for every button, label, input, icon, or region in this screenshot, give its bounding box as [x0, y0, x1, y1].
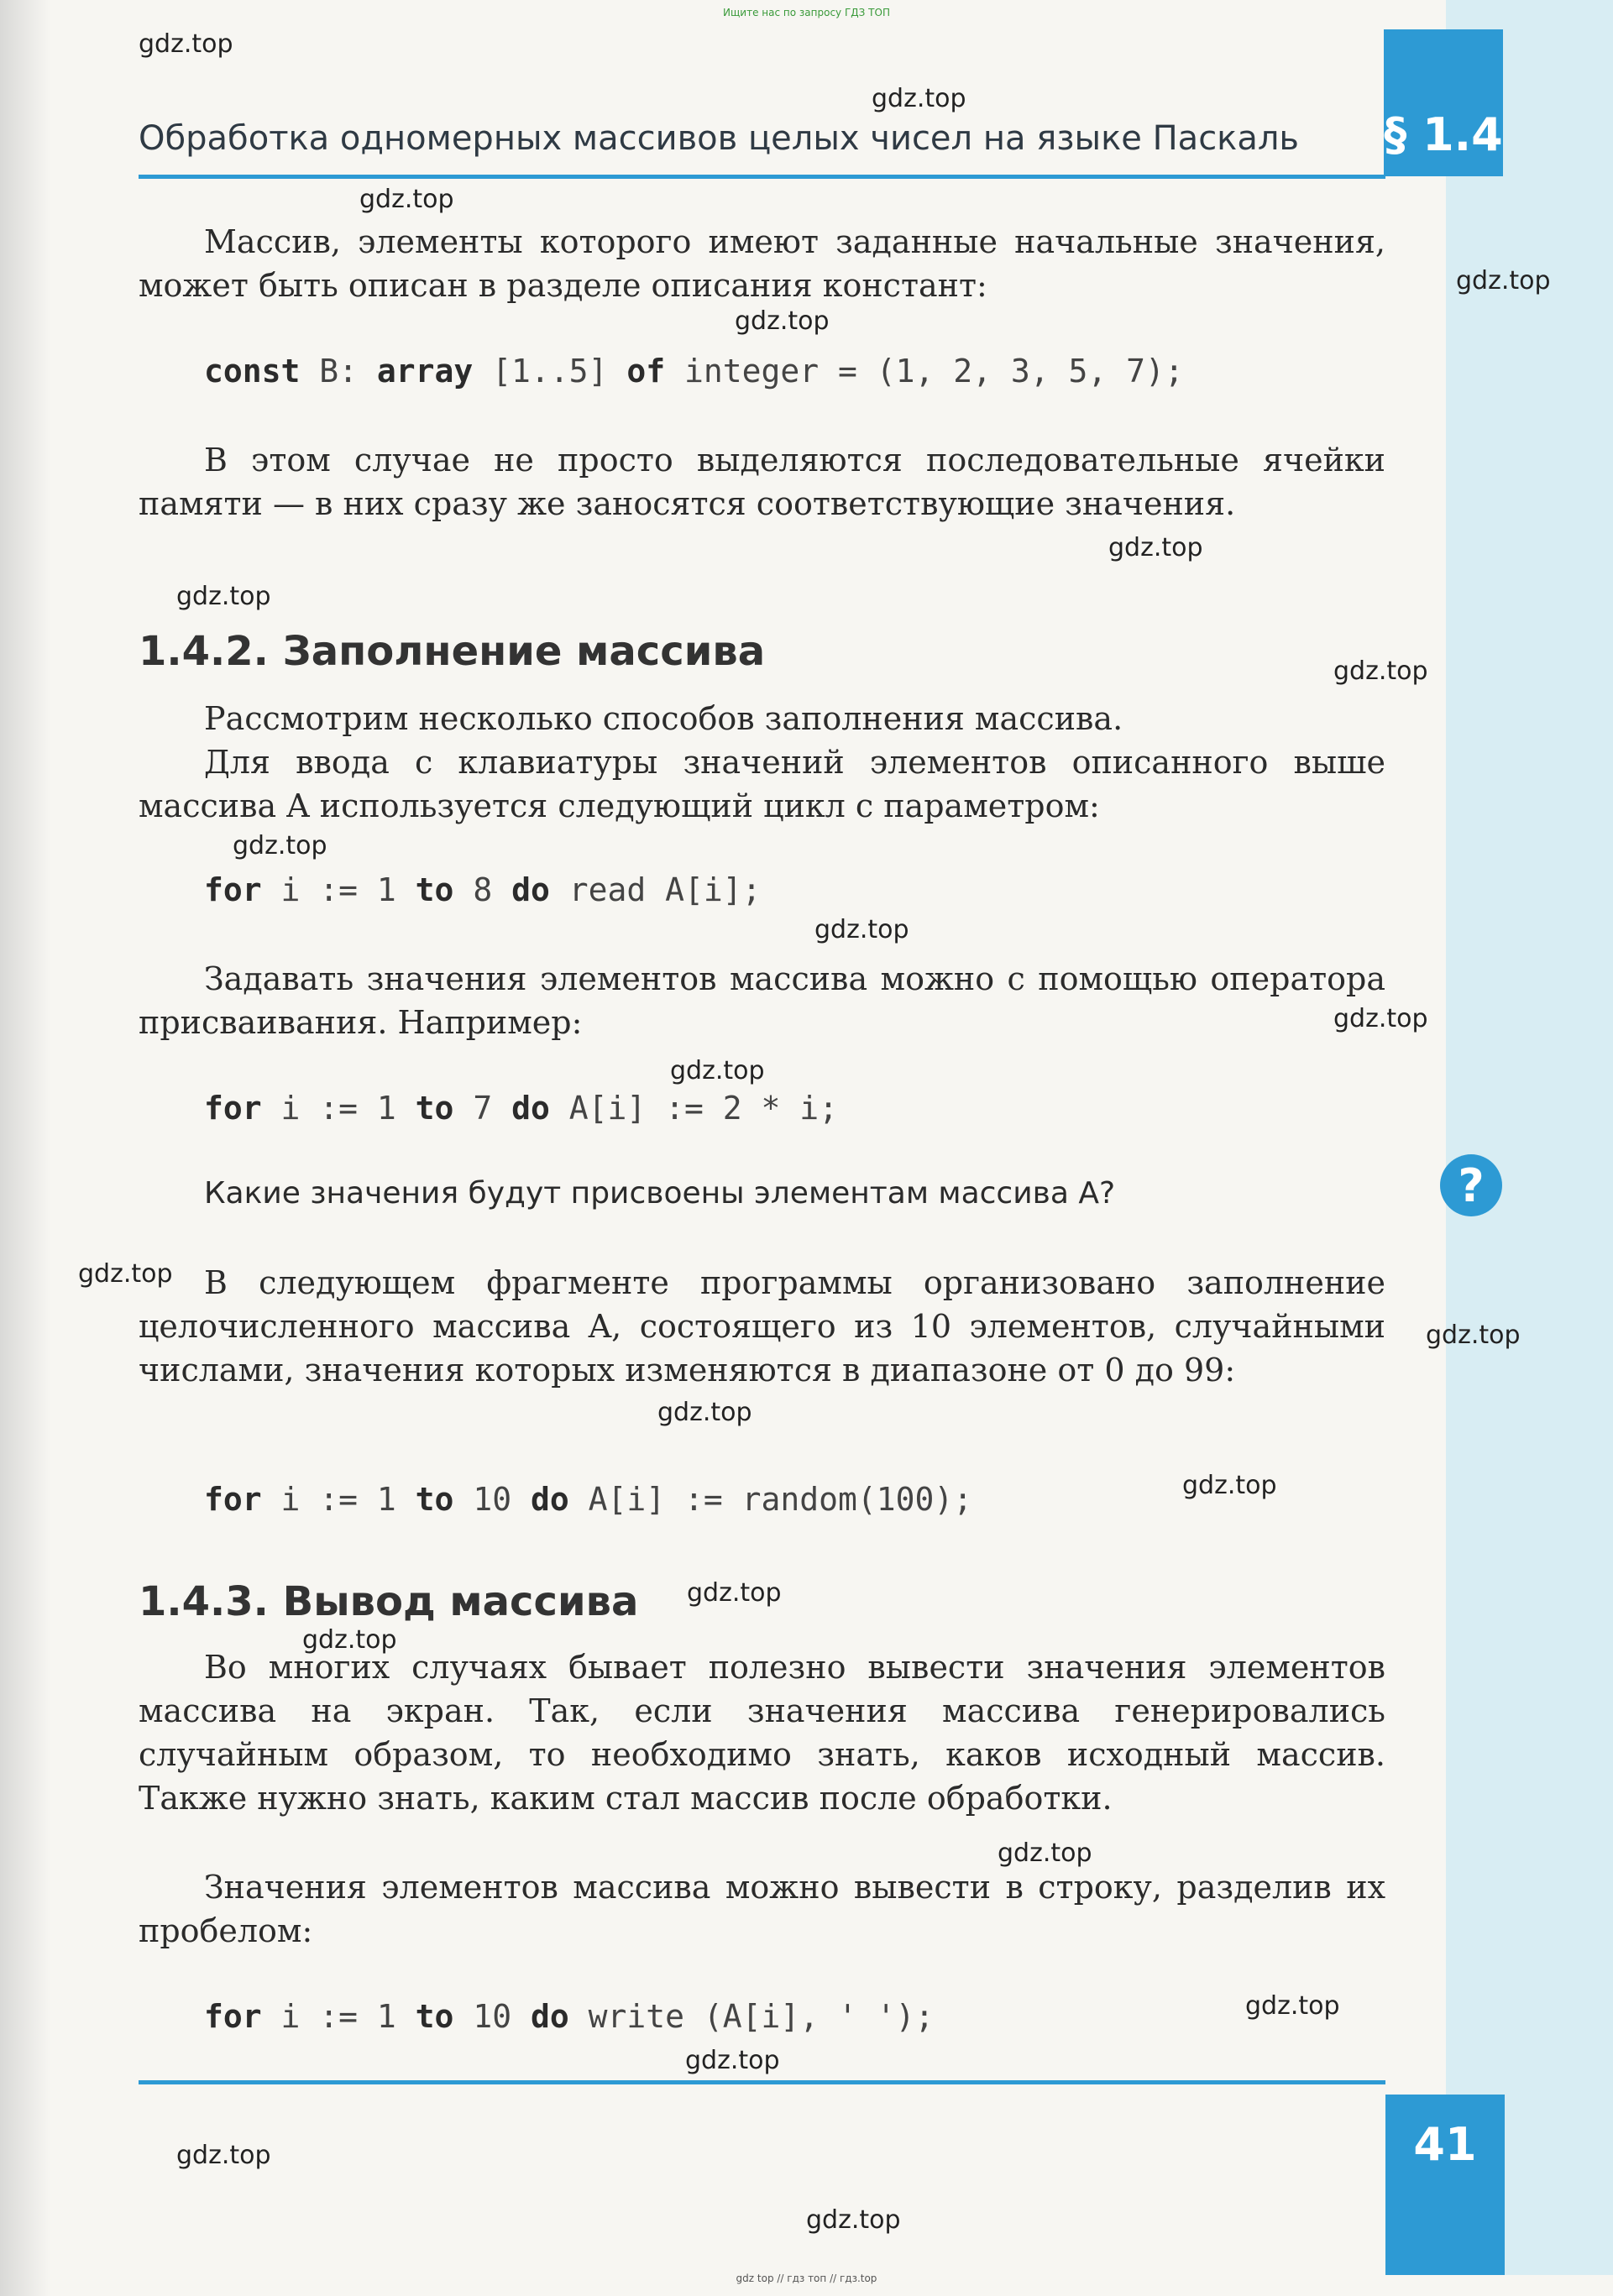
watermark: gdz.top	[1333, 656, 1428, 686]
code-keyword: to	[415, 1090, 454, 1127]
footer-rule	[139, 2080, 1385, 2084]
watermark: gdz.top	[233, 831, 327, 860]
code-text: i := 1	[261, 1998, 416, 2035]
section-heading: 1.4.2. Заполнение массива	[139, 628, 766, 675]
watermark: gdz.top	[998, 1838, 1092, 1868]
code-keyword: do	[511, 871, 550, 908]
code-keyword: array	[376, 353, 474, 390]
code-keyword: to	[415, 1481, 454, 1518]
code-text: i := 1	[261, 1481, 416, 1518]
watermark: gdz.top	[302, 1625, 397, 1655]
paragraph: Во многих случаях бывает полезно вывести значения элементов массива на экран. Так, если значения массива генерировались случайным образом, то необходимо знать, каков исходный массив. Также нужно знать, каким стал массив после обработки.	[139, 1649, 1385, 1817]
code-keyword: do	[511, 1090, 550, 1127]
code-line	[204, 1090, 838, 1127]
code-line	[204, 353, 1184, 390]
paragraph: В следующем фрагменте программы организовано заполнение целочисленного массива A, состоящего из 10 элементов, случайными числами, значения которых изменяются в диапазоне от 0 до 99:	[139, 1264, 1385, 1389]
question-text: Какие значения будут присвоены элементам массива A?	[204, 1176, 1116, 1211]
code-line	[204, 871, 762, 908]
watermark: gdz.top	[1333, 1004, 1428, 1033]
code-keyword: for	[204, 1090, 262, 1127]
code-keyword: of	[626, 353, 666, 390]
watermark: gdz.top	[814, 915, 909, 944]
watermark: gdz.top	[872, 84, 966, 113]
code-keyword: const	[204, 353, 301, 390]
paragraph: Для ввода с клавиатуры значений элементов описанного выше массива A используется следующий цикл с параметром:	[139, 744, 1385, 824]
code-text: 10	[453, 1481, 531, 1518]
watermark: gdz.top	[1182, 1471, 1277, 1500]
top-note: Ищите нас по запросу ГДЗ ТОП	[723, 7, 890, 18]
code-text: 8	[453, 871, 512, 908]
page-header-title: Обработка одномерных массивов целых чисел на языке Паскаль	[139, 119, 1299, 158]
paragraph: Значения элементов массива можно вывести в строку, разделив их пробелом:	[139, 1869, 1385, 1949]
code-text: i := 1	[261, 871, 416, 908]
watermark: gdz.top	[1108, 533, 1203, 562]
paragraph: Массив, элементы которого имеют заданные начальные значения, может быть описан в разделе описания констант:	[139, 223, 1385, 304]
code-text: B:	[300, 353, 377, 390]
code-line	[204, 1998, 934, 2035]
page-number: 41	[1385, 2095, 1505, 2275]
paragraph: В этом случае не просто выделяются последовательные ячейки памяти — в них сразу же заносятся соответствующие значения.	[139, 442, 1385, 522]
watermark: gdz.top	[735, 306, 830, 336]
watermark: gdz.top	[78, 1259, 173, 1289]
watermark: gdz.top	[1245, 1991, 1340, 2021]
code-keyword: for	[204, 871, 262, 908]
watermark: gdz.top	[1456, 266, 1551, 295]
page-margin-band	[1446, 0, 1613, 2275]
watermark: gdz.top	[670, 1056, 765, 1085]
code-text: A[i] := 2 * i;	[549, 1090, 839, 1127]
watermark: gdz.top	[176, 582, 271, 611]
bottom-note: gdz top // гдз топ // гдз.top	[736, 2272, 877, 2284]
paragraph: Рассмотрим несколько способов заполнения массива.	[204, 700, 1123, 737]
watermark: gdz.top	[1426, 1321, 1521, 1350]
watermark: gdz.top	[359, 185, 454, 214]
code-keyword: to	[415, 1998, 454, 2035]
section-heading: 1.4.3. Вывод массива	[139, 1578, 639, 1625]
watermark: gdz.top	[657, 1398, 752, 1427]
code-text: 10	[453, 1998, 531, 2035]
watermark: gdz.top	[687, 1578, 782, 1608]
code-text: i := 1	[261, 1090, 416, 1127]
code-keyword: do	[530, 1998, 569, 2035]
code-text: [1..5]	[473, 353, 627, 390]
code-text: A[i] := random(100);	[568, 1481, 973, 1518]
header-rule	[139, 175, 1385, 179]
code-line	[204, 1481, 972, 1518]
code-keyword: for	[204, 1998, 262, 2035]
code-text: write (A[i], ' ');	[568, 1998, 935, 2035]
code-text: 7	[453, 1090, 512, 1127]
watermark: gdz.top	[176, 2141, 271, 2170]
paragraph: Задавать значения элементов массива можно с помощью оператора присваивания. Например:	[139, 960, 1385, 1041]
code-keyword: to	[415, 871, 454, 908]
watermark: gdz.top	[685, 2046, 780, 2075]
code-text: read A[i];	[549, 871, 762, 908]
section-tab: § 1.4	[1384, 29, 1503, 176]
code-keyword: for	[204, 1481, 262, 1518]
page-gutter-shadow	[0, 0, 50, 2296]
watermark: gdz.top	[139, 29, 233, 59]
question-icon: ?	[1440, 1154, 1502, 1216]
code-text: integer = (1, 2, 3, 5, 7);	[665, 353, 1184, 390]
watermark: gdz.top	[806, 2205, 901, 2235]
code-keyword: do	[530, 1481, 569, 1518]
